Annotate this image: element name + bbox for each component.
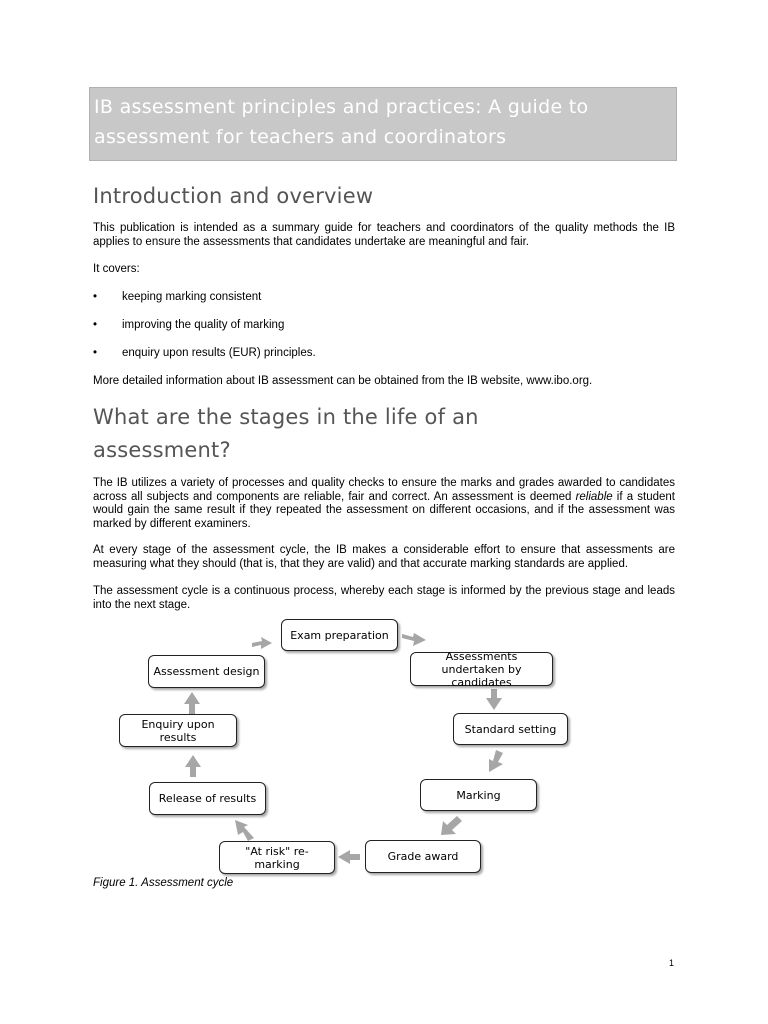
covers-label: It covers: <box>93 263 140 275</box>
figure-caption: Figure 1. Assessment cycle <box>93 877 234 889</box>
arrow-design-to-prep <box>252 637 272 649</box>
list-item-text: keeping marking consistent <box>122 291 262 303</box>
arrow-release-to-enquiry <box>185 755 201 777</box>
bullet-marker: • <box>93 319 98 331</box>
stages-heading-line-1: What are the stages in the life of an <box>93 405 479 429</box>
node-assessment-design: Assessment design <box>148 655 265 688</box>
bullet-marker: • <box>93 347 98 359</box>
arrow-undertaken-to-standard <box>486 689 502 710</box>
node-assessments-undertaken: Assessments undertaken by candidates <box>410 652 553 686</box>
arrow-enquiry-to-design <box>184 692 200 714</box>
arrow-marking-to-grade <box>441 816 462 835</box>
node-marking: Marking <box>420 779 537 811</box>
node-grade-award: Grade award <box>365 840 481 873</box>
arrow-standard-to-marking <box>489 750 503 772</box>
stages-paragraph-3: The assessment cycle is a continuous process, whereby each stage is informed by the previous stage and leads into the next stage. <box>93 585 675 611</box>
list-item-text: enquiry upon results (EUR) principles. <box>122 347 316 359</box>
stages-paragraph-1-a: The IB utilizes a variety of processes and quality checks to ensure the marks and grades awarded to candidates across all subjects and components are reliable, fair and correct. An assessment is deemed <box>93 477 675 503</box>
node-enquiry-upon-results: Enquiry upon results <box>119 714 237 747</box>
stages-heading-line-2: assessment? <box>93 438 231 462</box>
page-number: 1 <box>669 958 675 968</box>
reliable-term: reliable <box>575 490 613 503</box>
arrow-grade-to-atrisk <box>338 850 360 864</box>
node-exam-preparation: Exam preparation <box>281 619 398 651</box>
node-release-of-results: Release of results <box>149 782 266 815</box>
bullet-marker: • <box>93 291 98 303</box>
arrow-atrisk-to-release <box>235 820 254 841</box>
node-standard-setting: Standard setting <box>453 713 568 745</box>
document-title-line-2: assessment for teachers and coordinators <box>94 126 507 148</box>
intro-paragraph: This publication is intended as a summary guide for teachers and coordinators of the quality methods the IB applies to ensure the assessments that candidates undertake are meaningful and fair. <box>93 222 675 248</box>
intro-heading: Introduction and overview <box>93 184 374 208</box>
stages-paragraph-2: At every stage of the assessment cycle, the IB makes a considerable effort to ensure that assessments are measuring what they should (that is, that they are valid) and that accurate marking standards are applied. <box>93 544 675 570</box>
list-item-text: improving the quality of marking <box>122 319 285 331</box>
more-info-paragraph: More detailed information about IB assessment can be obtained from the IB website, www.ibo.org. <box>93 375 593 387</box>
arrow-prep-to-undertaken <box>402 633 426 646</box>
node-at-risk-remarking: "At risk" re-marking <box>219 841 335 874</box>
stages-paragraph-1-b: if a student would gain the same result if they repeated the assessment on different occasions, and if the assessment was marked by different examiners. <box>93 490 675 530</box>
document-title-line-1: IB assessment principles and practices: A guide to <box>94 96 589 118</box>
